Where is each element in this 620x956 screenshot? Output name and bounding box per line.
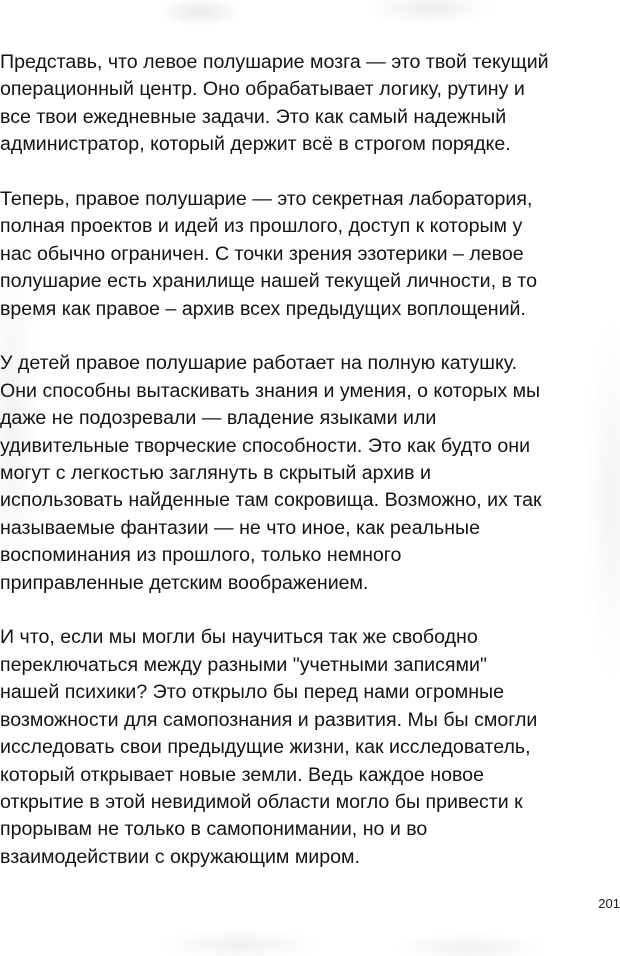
text-line: исследовать свои предыдущие жизни, как исследователь, bbox=[0, 736, 531, 759]
body-text bbox=[0, 49, 612, 899]
text-line: называемые фантазии — не что иное, как реальные bbox=[0, 516, 481, 539]
paragraph-1 bbox=[0, 49, 612, 159]
text-line: переключаться между разными "учетными записями" bbox=[0, 653, 487, 676]
text-line: прорывам не только в самопонимании, но и во bbox=[0, 818, 428, 841]
text-line: операционный центр. Оно обрабатывает логику, рутину и bbox=[0, 78, 525, 101]
text-line: полушарие есть хранилище нашей текущей личности, в то bbox=[0, 270, 537, 293]
text-line: Они способны вытаскивать знания и умения, о которых мы bbox=[0, 379, 541, 402]
text-line: использовать найденные там сокровища. Возможно, их так bbox=[0, 489, 542, 512]
text-line: взаимодействии с окружающим миром. bbox=[0, 845, 360, 868]
text-line: который открывает новые земли. Ведь каждое новое bbox=[0, 763, 484, 786]
text-line: могут с легкостью заглянуть в скрытый архив и bbox=[0, 462, 431, 485]
text-line: Теперь, правое полушарие — это секретная лаборатория, bbox=[0, 188, 533, 211]
paragraph-2 bbox=[0, 186, 612, 323]
text-line: полная проектов и идей из прошлого, доступ к которым у bbox=[0, 215, 523, 238]
paragraph-3 bbox=[0, 350, 612, 597]
text-line: удивительные творческие способности. Это как будто они bbox=[0, 434, 531, 457]
paragraph-4 bbox=[0, 624, 612, 871]
text-line: У детей правое полушарие работает на полную катушку. bbox=[0, 352, 518, 375]
text-line: даже не подозревали — владение языками или bbox=[0, 407, 437, 430]
text-line: воспоминания из прошлого, только немного bbox=[0, 544, 402, 567]
text-line: нашей психики? Это открыло бы перед нами огромные bbox=[0, 681, 505, 704]
text-line: Представь, что левое полушарие мозга — это твой текущий bbox=[0, 51, 549, 73]
text-line: все твои ежедневные задачи. Это как самый надежный bbox=[0, 105, 507, 128]
text-line: время как правое – архив всех предыдущих воплощений. bbox=[0, 297, 526, 320]
text-line: возможности для самопознания и развития. Мы бы смогли bbox=[0, 708, 538, 731]
text-line: приправленные детским воображением. bbox=[0, 571, 369, 594]
text-line: нас обычно ограничен. С точки зрения эзотерики – левое bbox=[0, 242, 524, 265]
text-line: открытие в этой невидимой области могло бы привести к bbox=[0, 790, 523, 813]
page-number: 201 bbox=[598, 896, 620, 911]
text-line: И что, если мы могли бы научиться так же свободно bbox=[0, 626, 478, 649]
text-line: администратор, который держит всё в строгом порядке. bbox=[0, 133, 511, 156]
